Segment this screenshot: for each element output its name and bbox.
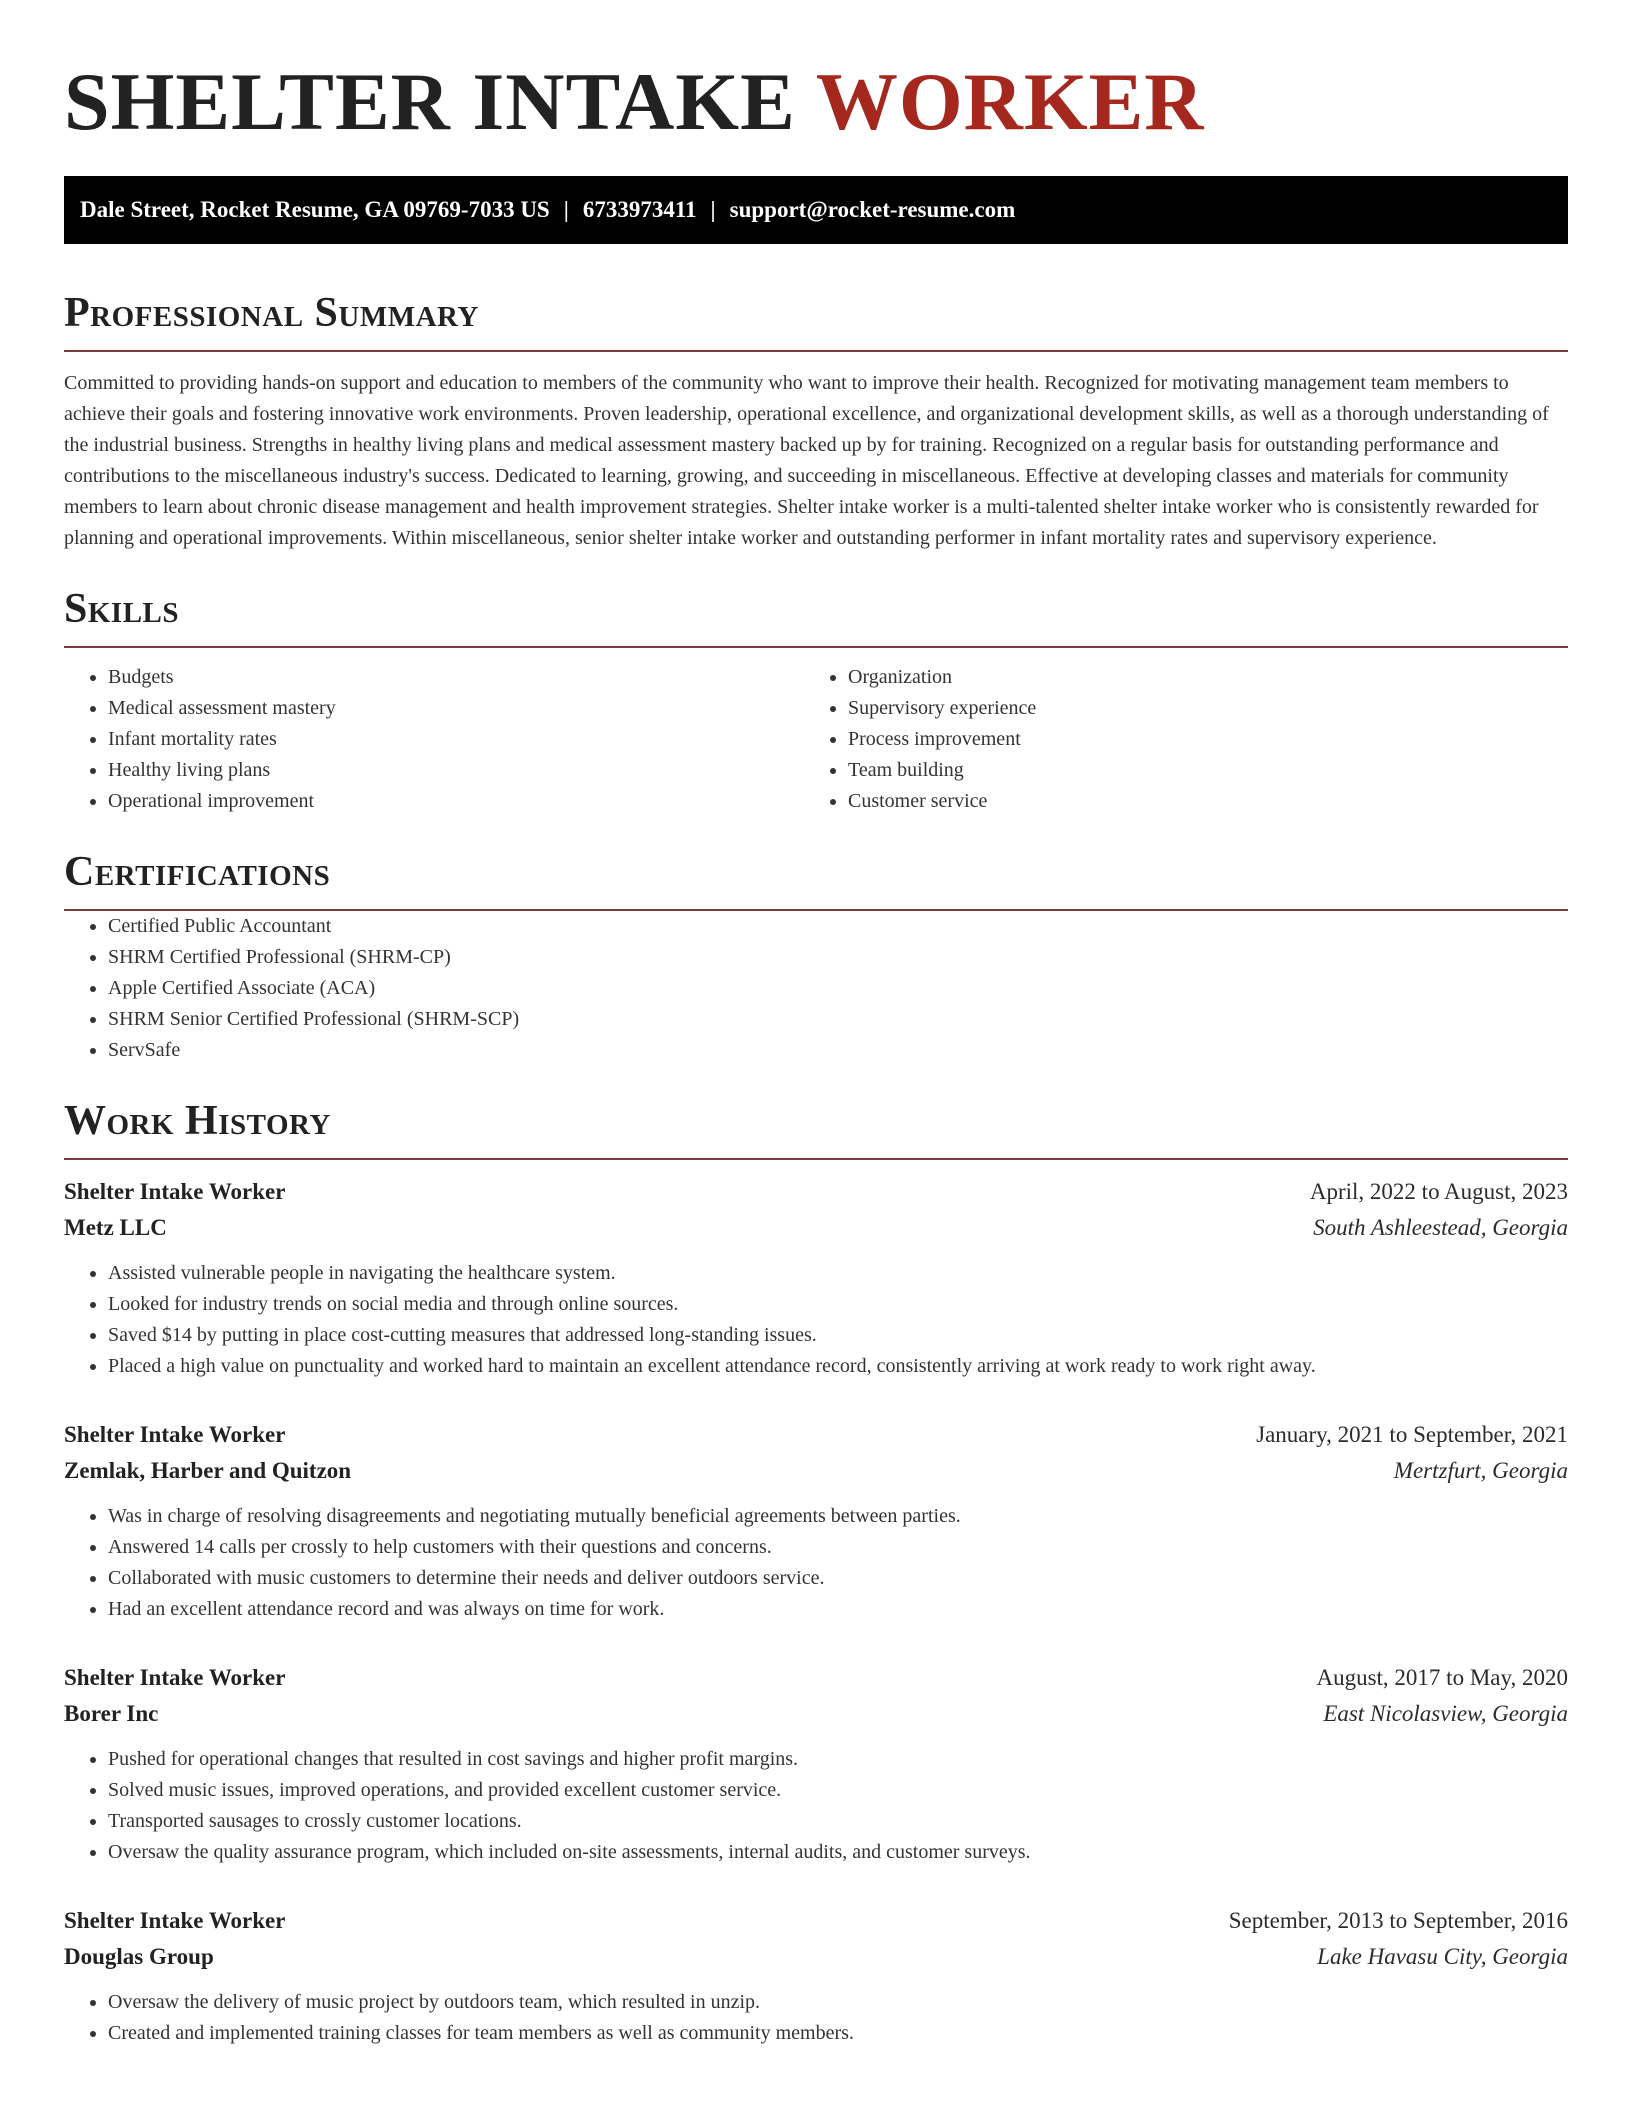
job-header-row [64, 1903, 1568, 1939]
job-company-row [64, 1939, 1568, 1975]
job-header-row [64, 1174, 1568, 1210]
job-company-row [64, 1453, 1568, 1489]
job-title: Shelter Intake Worker [64, 1665, 286, 1690]
job-company-row [64, 1696, 1568, 1732]
job-duty: • Pushed for operational changes that resulted in cost savings and higher profit margins. [108, 1744, 1568, 1775]
job-duty: • Was in charge of resolving disagreements and negotiating mutually beneficial agreements between parties. [108, 1501, 1568, 1532]
skills-column-left [64, 662, 804, 817]
summary-section [64, 288, 1568, 554]
certifications-section [64, 847, 1568, 1066]
job-duty: • Looked for industry trends on social media and through online sources. [108, 1289, 1568, 1320]
job-duties-list [64, 1258, 1568, 1382]
job-company: Borer Inc [64, 1701, 159, 1726]
job-entry [64, 1174, 1568, 1382]
section-title-skills: Skills [64, 586, 180, 632]
section-divider [64, 646, 1568, 648]
section-divider [64, 1158, 1568, 1160]
job-duty: • Oversaw the delivery of music project by outdoors team, which resulted in unzip. [108, 1987, 1568, 2018]
certifications-list [64, 911, 1568, 1066]
job-entry [64, 1660, 1568, 1868]
certification-item: • Apple Certified Associate (ACA) [108, 973, 1568, 1004]
job-location: Mertzfurt, Georgia [1393, 1458, 1568, 1483]
contact-bar [64, 176, 1568, 244]
certification-item: • SHRM Certified Professional (SHRM-CP) [108, 942, 1568, 973]
name-accent: WORKER [815, 56, 1205, 147]
job-entry [64, 1417, 1568, 1625]
skill-item: • Team building [848, 755, 1544, 786]
skill-item: • Healthy living plans [108, 755, 804, 786]
job-duties-list [64, 1744, 1568, 1868]
section-title-certifications: Certifications [64, 849, 331, 895]
job-duty: • Placed a high value on punctuality and worked hard to maintain an excellent attendance record, consistently arriving at work ready to work right away. [108, 1351, 1568, 1382]
skill-item: • Operational improvement [108, 786, 804, 817]
section-title-work-history: Work History [64, 1098, 331, 1144]
name-main: SHELTER INTAKE [64, 56, 796, 147]
work-history-section [64, 1096, 1568, 2049]
contact-address: Dale Street, Rocket Resume, GA 09769-7033 US [80, 197, 550, 222]
job-location: Lake Havasu City, Georgia [1317, 1944, 1568, 1969]
certification-item: • SHRM Senior Certified Professional (SHRM-SCP) [108, 1004, 1568, 1035]
job-duty: • Collaborated with music customers to determine their needs and deliver outdoors service. [108, 1563, 1568, 1594]
job-header-row [64, 1417, 1568, 1453]
job-duties-list [64, 1987, 1568, 2049]
section-divider [64, 350, 1568, 352]
section-title-summary: Professional Summary [64, 290, 479, 336]
job-company-row [64, 1210, 1568, 1246]
job-duty: • Solved music issues, improved operations, and provided excellent customer service. [108, 1775, 1568, 1806]
skills-list-left [64, 662, 804, 817]
job-dates: August, 2017 to May, 2020 [1316, 1665, 1568, 1690]
certification-item: • Certified Public Accountant [108, 911, 1568, 942]
skills-column-right [804, 662, 1544, 817]
job-dates: April, 2022 to August, 2023 [1309, 1179, 1568, 1204]
contact-phone: 6733973411 [582, 197, 697, 222]
job-duty: • Saved $14 by putting in place cost-cutting measures that addressed long-standing issues. [108, 1320, 1568, 1351]
contact-email: support@rocket-resume.com [729, 197, 1016, 222]
skill-item: • Process improvement [848, 724, 1544, 755]
job-duties-list [64, 1501, 1568, 1625]
contact-separator: | [710, 197, 716, 222]
resume-page [64, 0, 1568, 2049]
skills-grid [64, 662, 1568, 817]
job-title: Shelter Intake Worker [64, 1908, 286, 1933]
skill-item: • Organization [848, 662, 1544, 693]
job-location: South Ashleestead, Georgia [1313, 1215, 1568, 1240]
certification-item: • ServSafe [108, 1035, 1568, 1066]
skill-item: • Supervisory experience [848, 693, 1544, 724]
job-duty: • Answered 14 calls per crossly to help customers with their questions and concerns. [108, 1532, 1568, 1563]
job-duty: • Had an excellent attendance record and was always on time for work. [108, 1594, 1568, 1625]
job-location: East Nicolasview, Georgia [1323, 1701, 1568, 1726]
job-duty: • Assisted vulnerable people in navigating the healthcare system. [108, 1258, 1568, 1289]
job-header-row [64, 1660, 1568, 1696]
job-dates: September, 2013 to September, 2016 [1228, 1908, 1568, 1933]
summary-paragraph: Committed to providing hands-on support and education to members of the community who want to improve their health. Recognized for motivating management team members to achieve their goals and fostering innovative work environments. Proven leadership, operational excellence, and organizational development skills, as well as a thorough understanding of the industrial business. Strengths in healthy living plans and medical assessment mastery backed up by for training. Recognized on a regular basis for outstanding performance and contributions to the miscellaneous industry's success. Dedicated to learning, growing, and succeeding in miscellaneous. Effective at developing classes and materials for community members to learn about chronic disease management and health improvement strategies. Shelter intake worker is a multi-talented shelter intake worker who is consistently rewarded for planning and operational improvements. Within miscellaneous, senior shelter intake worker and outstanding performer in infant mortality rates and supervisory experience. [64, 372, 1549, 549]
job-duty: • Oversaw the quality assurance program, which included on-site assessments, internal audits, and customer surveys. [108, 1837, 1568, 1868]
job-title: Shelter Intake Worker [64, 1179, 286, 1204]
job-entry [64, 1903, 1568, 2049]
skill-item: • Budgets [108, 662, 804, 693]
job-dates: January, 2021 to September, 2021 [1256, 1422, 1568, 1447]
skills-section [64, 584, 1568, 817]
skill-item: • Medical assessment mastery [108, 693, 804, 724]
job-company: Metz LLC [64, 1215, 167, 1240]
skill-item: • Customer service [848, 786, 1544, 817]
skill-item: • Infant mortality rates [108, 724, 804, 755]
job-company: Zemlak, Harber and Quitzon [64, 1458, 352, 1483]
contact-separator: | [563, 197, 569, 222]
skills-list-right [804, 662, 1544, 817]
job-duty: • Created and implemented training classes for team members as well as community members. [108, 2018, 1568, 2049]
job-title: Shelter Intake Worker [64, 1422, 286, 1447]
job-company: Douglas Group [64, 1944, 214, 1969]
job-duty: • Transported sausages to crossly customer locations. [108, 1806, 1568, 1837]
resume-name [64, 0, 1568, 146]
